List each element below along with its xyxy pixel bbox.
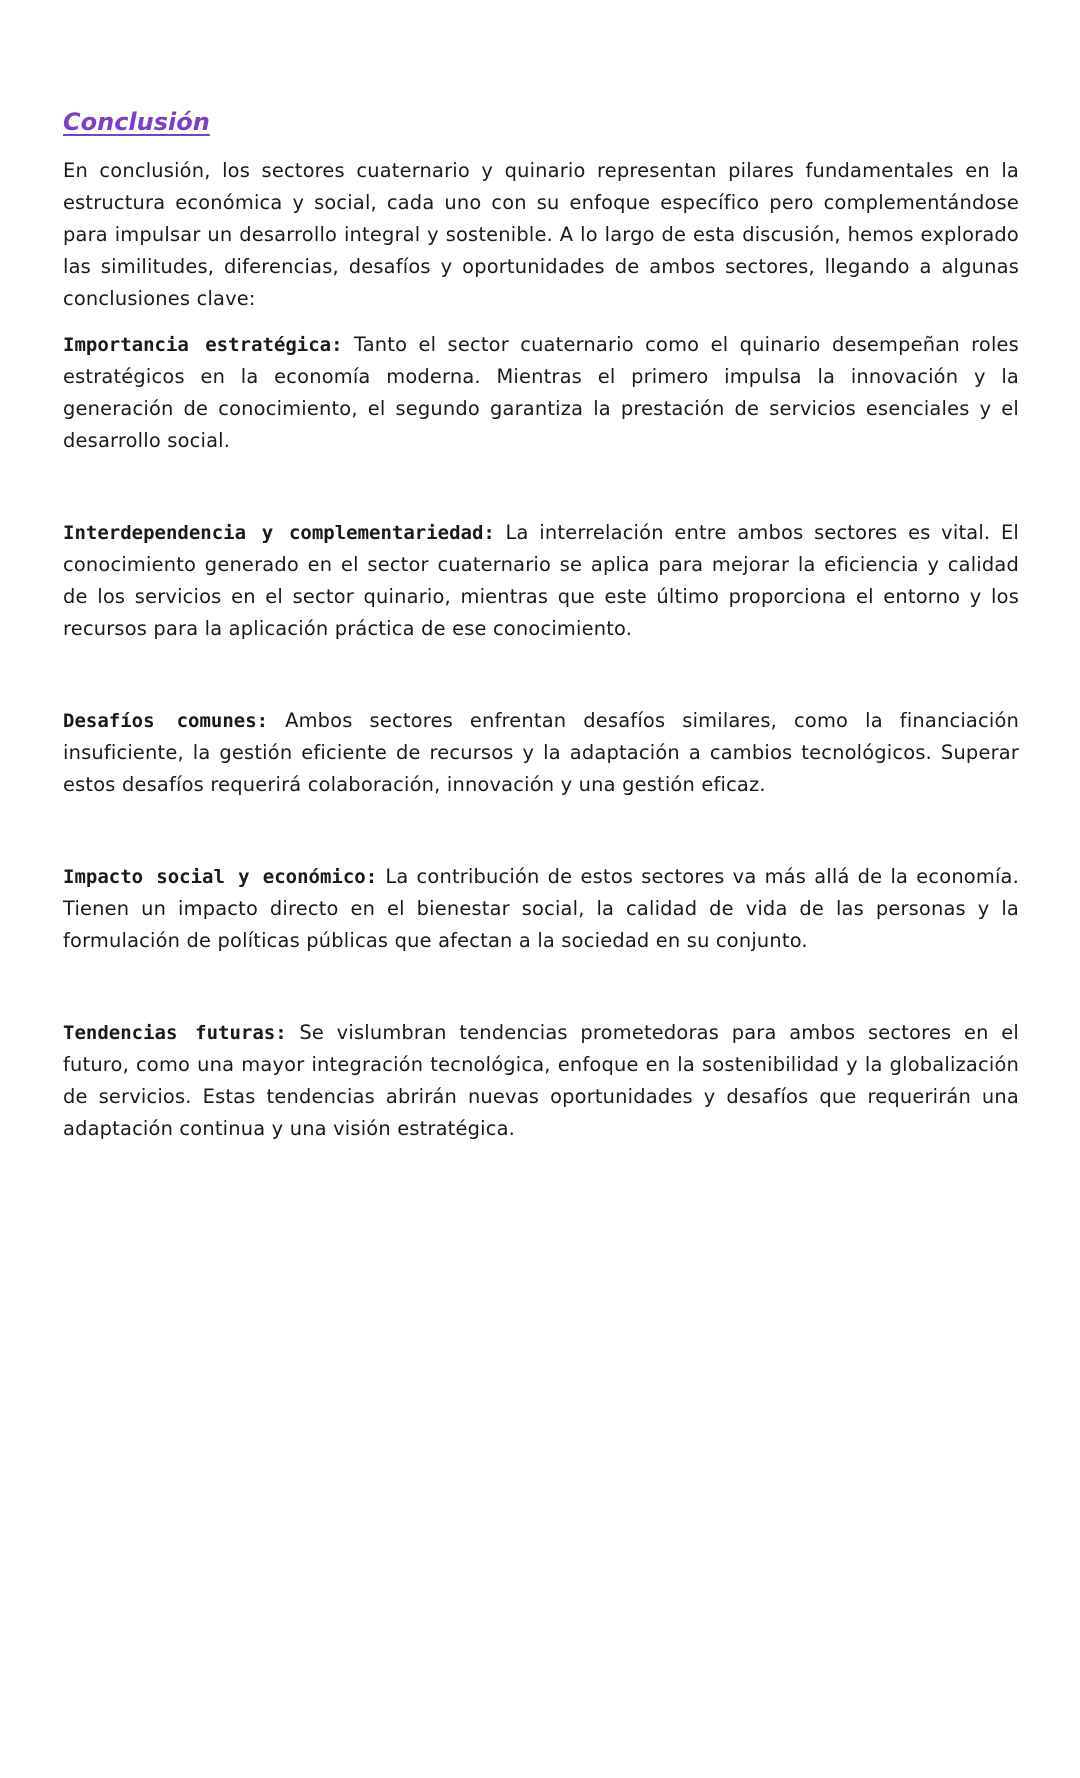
point-term: Tendencias futuras: [63,1021,287,1044]
intro-paragraph: En conclusión, los sectores cuaternario y quinario representan pilares fundamentales en la estructura económica y social, cada uno con su enfoque específico pero complementándose para impulsar un desarrollo integral y sostenible. A lo largo de esta discusión, hemos explorado las similitudes, diferencias, desafíos y oportunidades de ambos sectores, llegando a algunas conclusiones clave: [63,158,1019,310]
point-term: Importancia estratégica: [63,333,343,356]
document-page [63,108,1019,1145]
point-interdependencia [63,517,1019,645]
point-text: Se vislumbran tendencias prometedoras para ambos sectores en el futuro, como una mayor integración tecnológica, enfoque en la sostenibilidad y la globalización de servicios. Estas tendencias abrirán nuevas oportunidades y desafíos que requerirán una adaptación continua y una visión estratégica. [63,1020,1019,1140]
point-importancia [63,329,1019,457]
point-text: Tanto el sector cuaternario como el quinario desempeñan roles estratégicos en la economía moderna. Mientras el primero impulsa la innovación y la generación de conocimiento, el segundo garantiza la prestación de servicios esenciales y el desarrollo social. [63,332,1019,452]
point-text: Ambos sectores enfrentan desafíos similares, como la financiación insuficiente, la gestión eficiente de recursos y la adaptación a cambios tecnológicos. Superar estos desafíos requerirá colaboración, innovación y una gestión eficaz. [63,708,1020,796]
point-term: Desafíos comunes: [63,709,269,732]
section-title: Conclusión [63,108,210,136]
point-term: Interdependencia y complementariedad: [63,521,495,544]
point-text: La contribución de estos sectores va más allá de la economía. Tienen un impacto directo en el bienestar social, la calidad de vida de las personas y la formulación de políticas públicas que afectan a la sociedad en su conjunto. [63,864,1019,952]
point-text: La interrelación entre ambos sectores es vital. El conocimiento generado en el sector cuaternario se aplica para mejorar la eficiencia y calidad de los servicios en el sector quinario, mientras que este último proporciona el entorno y los recursos para la aplicación práctica de ese conocimiento. [63,520,1019,640]
point-term: Impacto social y económico: [63,865,378,888]
point-tendencias [63,1017,1019,1145]
point-desafios [63,705,1019,801]
point-impacto [63,861,1019,957]
